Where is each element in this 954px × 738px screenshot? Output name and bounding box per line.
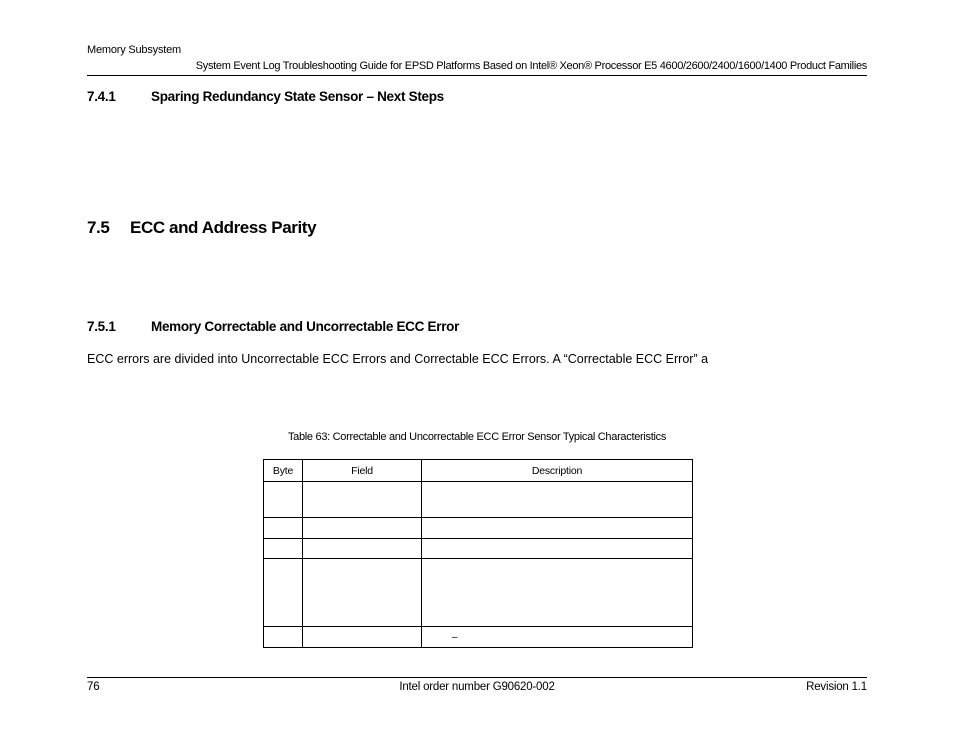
table-cell bbox=[422, 518, 693, 539]
header-section-name: Memory Subsystem bbox=[87, 44, 181, 56]
characteristics-table bbox=[263, 459, 693, 648]
section-title: Sparing Redundancy State Sensor – Next Steps bbox=[151, 89, 444, 104]
body-paragraph: ECC errors are divided into Uncorrectable ECC Errors and Correctable ECC Errors. A “Correctable ECC Error” a bbox=[87, 352, 709, 366]
table-cell bbox=[264, 627, 303, 648]
header-byte: Byte bbox=[264, 460, 303, 482]
table-cell bbox=[303, 482, 422, 518]
section-title: Memory Correctable and Uncorrectable ECC Error bbox=[151, 319, 460, 334]
table-cell bbox=[422, 627, 693, 648]
table-cell bbox=[264, 518, 303, 539]
table-row bbox=[264, 482, 693, 518]
table-cell bbox=[422, 559, 693, 627]
footer-order-number: Intel order number G90620-002 bbox=[399, 681, 555, 693]
table-cell bbox=[303, 559, 422, 627]
table-cell bbox=[264, 482, 303, 518]
header-description: Description bbox=[422, 460, 693, 482]
table-cell bbox=[422, 539, 693, 559]
footer-rule bbox=[87, 677, 867, 678]
footer-revision: Revision 1.1 bbox=[806, 681, 867, 693]
table-cell bbox=[303, 539, 422, 559]
section-title: ECC and Address Parity bbox=[130, 218, 317, 237]
section-number: 7.4.1 bbox=[87, 89, 116, 104]
footer-page-number: 76 bbox=[87, 681, 100, 693]
section-number: 7.5 bbox=[87, 218, 110, 237]
table-caption: Table 63: Correctable and Uncorrectable ECC Error Sensor Typical Characteristics bbox=[287, 431, 667, 443]
section-7-5-heading bbox=[87, 218, 316, 238]
section-7-5-1-heading bbox=[87, 319, 459, 334]
table-cell bbox=[264, 559, 303, 627]
header-document-title: System Event Log Troubleshooting Guide for EPSD Platforms Based on Intel® Xeon® Processor E5 4600/2600/2400/1600/1400 Product Families bbox=[195, 60, 867, 72]
table-header-row bbox=[264, 460, 693, 482]
table-cell bbox=[303, 518, 422, 539]
table-row bbox=[264, 518, 693, 539]
header-rule bbox=[87, 75, 867, 76]
table-cell bbox=[422, 482, 693, 518]
table-cell bbox=[303, 627, 422, 648]
header-field: Field bbox=[303, 460, 422, 482]
description-dash: – bbox=[452, 632, 458, 643]
table-row bbox=[264, 539, 693, 559]
table-row bbox=[264, 559, 693, 627]
table-cell bbox=[264, 539, 303, 559]
section-number: 7.5.1 bbox=[87, 319, 116, 334]
table-row bbox=[264, 627, 693, 648]
section-7-4-1-heading bbox=[87, 89, 444, 104]
